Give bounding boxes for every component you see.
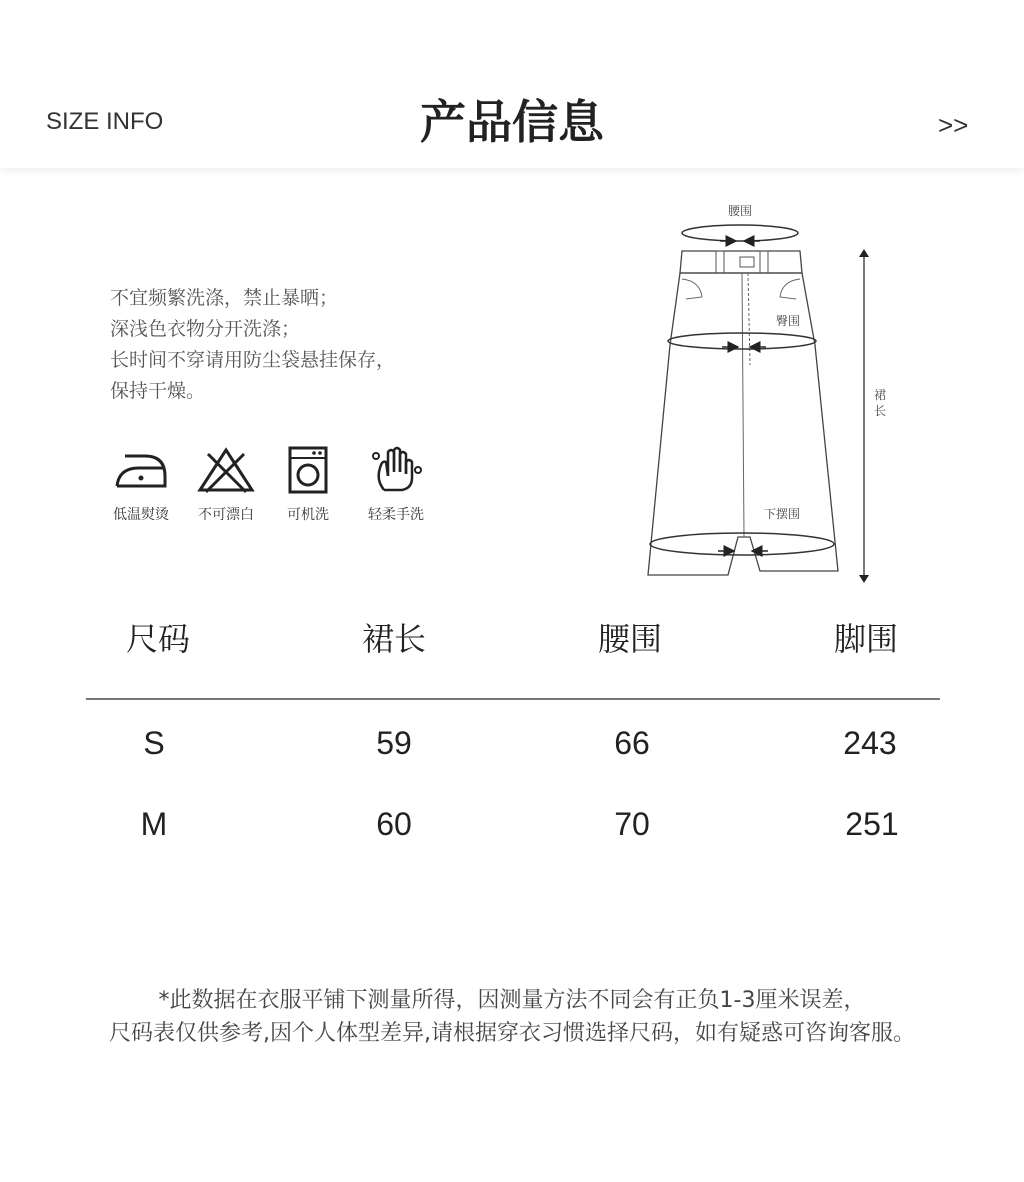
care-label: 低温熨烫 xyxy=(113,507,169,523)
care-item-hand-wash xyxy=(356,446,436,536)
length-label-2: 长 xyxy=(873,404,887,418)
care-item-iron xyxy=(101,446,181,536)
waist-label: 腰围 xyxy=(727,204,753,218)
care-label: 可机洗 xyxy=(287,507,329,523)
hem-label: 下摆围 xyxy=(763,507,801,521)
hand-wash-icon xyxy=(366,446,426,494)
table-header-hem: 脚围 xyxy=(833,620,898,658)
hem-measure-ring xyxy=(650,533,834,555)
table-cell: 66 xyxy=(614,725,650,761)
header-bar xyxy=(0,0,1024,168)
table-cell: 70 xyxy=(614,806,650,842)
hip-label: 臀围 xyxy=(775,314,801,328)
table-header-size: 尺码 xyxy=(125,620,190,658)
size-info-label: SIZE INFO xyxy=(46,108,164,135)
table-cell: 60 xyxy=(376,806,412,842)
length-label-1: 裙 xyxy=(873,388,887,402)
care-line: 深浅色衣物分开洗涤； xyxy=(110,318,301,340)
no-bleach-icon xyxy=(196,446,256,494)
care-line: 保持干燥。 xyxy=(110,380,206,402)
measurement-note-line-2: 尺码表仅供参考,因个人体型差异,请根据穿衣习惯选择尺码，如有疑惑可咨询客服。 xyxy=(109,1021,915,1046)
waist-measure-ring xyxy=(682,225,798,241)
care-label: 轻柔手洗 xyxy=(368,507,424,523)
care-item-no-bleach xyxy=(186,446,266,536)
skirt-waistband xyxy=(680,251,802,273)
table-cell: 243 xyxy=(843,725,897,761)
table-header-waist: 腰围 xyxy=(597,620,662,658)
skirt-measurement-diagram xyxy=(630,195,910,595)
table-cell: M xyxy=(140,806,168,842)
page-title: 产品信息 xyxy=(420,95,604,149)
table-cell: 251 xyxy=(845,806,899,842)
care-line: 长时间不穿请用防尘袋悬挂保存， xyxy=(110,349,396,371)
next-arrow-button[interactable]: >> xyxy=(938,110,969,140)
washing-machine-icon xyxy=(278,446,338,494)
iron-icon xyxy=(111,446,171,494)
table-header-length: 裙长 xyxy=(361,620,426,658)
care-instructions xyxy=(110,283,395,407)
table-cell: 59 xyxy=(376,725,412,761)
care-line: 不宜频繁洗涤，禁止暴晒； xyxy=(110,287,339,309)
care-label: 不可漂白 xyxy=(198,507,254,523)
measurement-note-line-1: *此数据在衣服平铺下测量所得，因测量方法不同会有正负1-3厘米误差， xyxy=(158,988,866,1013)
table-divider xyxy=(86,698,940,700)
care-item-machine-wash xyxy=(268,446,348,536)
table-cell: S xyxy=(143,725,165,761)
